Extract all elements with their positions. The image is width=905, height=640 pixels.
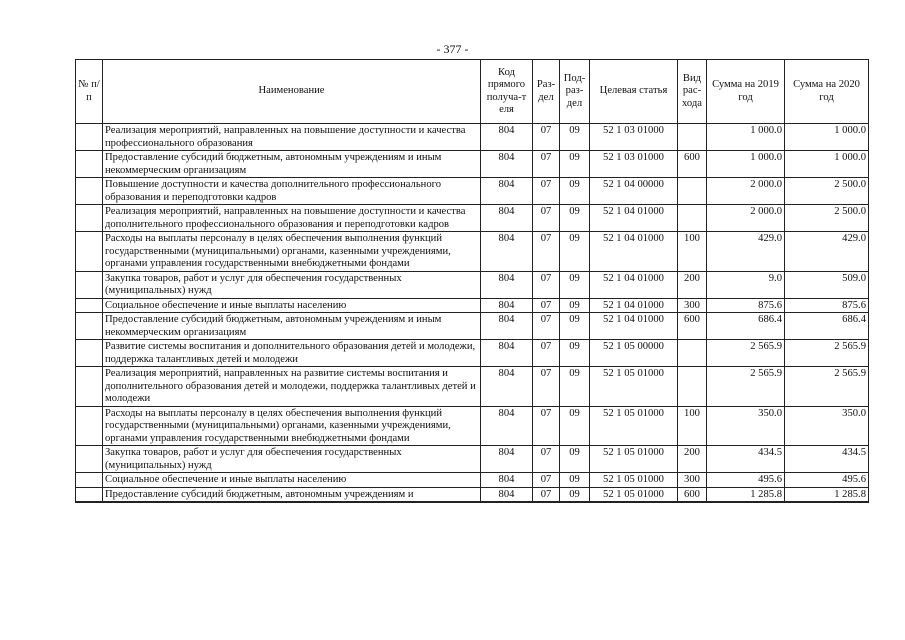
cell-code: 804 — [481, 178, 533, 205]
cell-num — [76, 205, 103, 232]
cell-exp-type — [678, 367, 707, 407]
cell-exp-type: 600 — [678, 313, 707, 340]
cell-num — [76, 271, 103, 298]
cell-section: 07 — [533, 487, 560, 502]
cell-sum2020: 2 500.0 — [785, 205, 869, 232]
cell-section: 07 — [533, 473, 560, 488]
cell-code: 804 — [481, 124, 533, 151]
header-sum-2019: Сумма на 2019 год — [707, 60, 785, 124]
header-name: Наименование — [103, 60, 481, 124]
cell-code: 804 — [481, 340, 533, 367]
cell-sum2019: 1 000.0 — [707, 124, 785, 151]
table-row — [76, 205, 869, 232]
cell-code: 804 — [481, 313, 533, 340]
cell-code: 804 — [481, 232, 533, 272]
cell-num — [76, 232, 103, 272]
cell-name: Предоставление субсидий бюджетным, автономным учреждениям и иным некоммерческим организациям — [103, 313, 481, 340]
cell-section: 07 — [533, 178, 560, 205]
cell-section: 07 — [533, 151, 560, 178]
cell-name: Предоставление субсидий бюджетным, автономным учреждениям и — [103, 487, 481, 502]
cell-subsection: 09 — [560, 406, 590, 446]
cell-num — [76, 367, 103, 407]
cell-subsection: 09 — [560, 313, 590, 340]
cell-subsection: 09 — [560, 178, 590, 205]
cell-subsection: 09 — [560, 446, 590, 473]
cell-num — [76, 124, 103, 151]
cell-sum2020: 2 500.0 — [785, 178, 869, 205]
cell-sum2019: 686.4 — [707, 313, 785, 340]
header-num: № п/п — [76, 60, 103, 124]
cell-num — [76, 298, 103, 313]
cell-sum2019: 1 000.0 — [707, 151, 785, 178]
cell-target: 52 1 05 00000 — [590, 340, 678, 367]
cell-subsection: 09 — [560, 151, 590, 178]
cell-section: 07 — [533, 124, 560, 151]
cell-name: Социальное обеспечение и иные выплаты населению — [103, 298, 481, 313]
cell-target: 52 1 04 01000 — [590, 313, 678, 340]
cell-code: 804 — [481, 473, 533, 488]
cell-num — [76, 313, 103, 340]
cell-num — [76, 473, 103, 488]
cell-code: 804 — [481, 487, 533, 502]
cell-target: 52 1 05 01000 — [590, 473, 678, 488]
cell-sum2020: 429.0 — [785, 232, 869, 272]
cell-name: Предоставление субсидий бюджетным, автономным учреждениям и иным некоммерческим организациям — [103, 151, 481, 178]
cell-name: Расходы на выплаты персоналу в целях обеспечения выполнения функций государственными (муниципальными) органами, казенными учреждениями, органами управления государственными внебюджетными фондами — [103, 232, 481, 272]
cell-code: 804 — [481, 151, 533, 178]
cell-name: Реализация мероприятий, направленных на повышение доступности и качества профессионального образования — [103, 124, 481, 151]
page-number: - 377 - — [436, 42, 469, 56]
cell-target: 52 1 03 01000 — [590, 151, 678, 178]
cell-sum2019: 2 565.9 — [707, 367, 785, 407]
cell-num — [76, 340, 103, 367]
cell-exp-type — [678, 124, 707, 151]
cell-sum2020: 875.6 — [785, 298, 869, 313]
cell-target: 52 1 05 01000 — [590, 487, 678, 502]
cell-target: 52 1 05 01000 — [590, 367, 678, 407]
cell-target: 52 1 05 01000 — [590, 406, 678, 446]
cell-sum2020: 495.6 — [785, 473, 869, 488]
cell-sum2019: 434.5 — [707, 446, 785, 473]
cell-name: Реализация мероприятий, направленных на повышение доступности и качества дополнительного профессионального образования и переподготовки кадров — [103, 205, 481, 232]
cell-section: 07 — [533, 406, 560, 446]
cell-section: 07 — [533, 367, 560, 407]
cell-name: Развитие системы воспитания и дополнительного образования детей и молодежи, поддержка талантливых детей и молодежи — [103, 340, 481, 367]
cell-sum2019: 429.0 — [707, 232, 785, 272]
header-subsection: Под-раз-дел — [560, 60, 590, 124]
cell-exp-type — [678, 205, 707, 232]
table-row — [76, 313, 869, 340]
cell-subsection: 09 — [560, 124, 590, 151]
cell-exp-type: 100 — [678, 406, 707, 446]
cell-subsection: 09 — [560, 367, 590, 407]
cell-sum2019: 350.0 — [707, 406, 785, 446]
cell-sum2020: 2 565.9 — [785, 340, 869, 367]
cell-exp-type: 200 — [678, 271, 707, 298]
cell-section: 07 — [533, 298, 560, 313]
cell-sum2019: 2 565.9 — [707, 340, 785, 367]
cell-name: Расходы на выплаты персоналу в целях обеспечения выполнения функций государственными (муниципальными) органами, казенными учреждениями, органами управления государственными внебюджетными фондами — [103, 406, 481, 446]
header-target: Целевая статья — [590, 60, 678, 124]
cell-sum2019: 2 000.0 — [707, 178, 785, 205]
table-row — [76, 124, 869, 151]
table-row — [76, 298, 869, 313]
cell-exp-type: 100 — [678, 232, 707, 272]
cell-target: 52 1 04 01000 — [590, 232, 678, 272]
cell-target: 52 1 04 01000 — [590, 298, 678, 313]
table-row — [76, 487, 869, 502]
cell-sum2020: 686.4 — [785, 313, 869, 340]
cell-code: 804 — [481, 298, 533, 313]
cell-code: 804 — [481, 271, 533, 298]
cell-target: 52 1 03 01000 — [590, 124, 678, 151]
table-row — [76, 271, 869, 298]
cell-num — [76, 406, 103, 446]
budget-table — [75, 59, 869, 503]
cell-sum2020: 350.0 — [785, 406, 869, 446]
cell-target: 52 1 04 01000 — [590, 205, 678, 232]
header-exp-type: Вид рас-хода — [678, 60, 707, 124]
table-row — [76, 232, 869, 272]
table-row — [76, 406, 869, 446]
cell-exp-type: 600 — [678, 151, 707, 178]
cell-section: 07 — [533, 340, 560, 367]
cell-num — [76, 178, 103, 205]
cell-sum2019: 9.0 — [707, 271, 785, 298]
cell-exp-type: 600 — [678, 487, 707, 502]
cell-sum2020: 2 565.9 — [785, 367, 869, 407]
cell-section: 07 — [533, 271, 560, 298]
cell-section: 07 — [533, 313, 560, 340]
cell-name: Закупка товаров, работ и услуг для обеспечения государственных (муниципальных) нужд — [103, 446, 481, 473]
cell-sum2020: 434.5 — [785, 446, 869, 473]
cell-target: 52 1 05 01000 — [590, 446, 678, 473]
cell-subsection: 09 — [560, 298, 590, 313]
header-sum-2020: Сумма на 2020 год — [785, 60, 869, 124]
cell-subsection: 09 — [560, 473, 590, 488]
cell-sum2020: 1 285.8 — [785, 487, 869, 502]
cell-sum2020: 1 000.0 — [785, 124, 869, 151]
cell-name: Повышение доступности и качества дополнительного профессионального образования и переподготовки кадров — [103, 178, 481, 205]
cell-sum2019: 1 285.8 — [707, 487, 785, 502]
table-row — [76, 446, 869, 473]
cell-code: 804 — [481, 446, 533, 473]
cell-subsection: 09 — [560, 487, 590, 502]
cell-exp-type: 300 — [678, 473, 707, 488]
cell-subsection: 09 — [560, 232, 590, 272]
cell-code: 804 — [481, 406, 533, 446]
cell-exp-type — [678, 340, 707, 367]
cell-num — [76, 487, 103, 502]
header-code: Код прямого получа-т еля — [481, 60, 533, 124]
table-row — [76, 178, 869, 205]
cell-exp-type: 200 — [678, 446, 707, 473]
header-section: Раз-дел — [533, 60, 560, 124]
cell-num — [76, 151, 103, 178]
cell-num — [76, 446, 103, 473]
cell-exp-type — [678, 178, 707, 205]
cell-target: 52 1 04 00000 — [590, 178, 678, 205]
cell-name: Реализация мероприятий, направленных на развитие системы воспитания и дополнительного образования детей и молодежи, поддержка талантливых детей и молодежи — [103, 367, 481, 407]
table-body — [76, 124, 869, 503]
cell-sum2019: 495.6 — [707, 473, 785, 488]
cell-sum2019: 875.6 — [707, 298, 785, 313]
table-row — [76, 340, 869, 367]
cell-subsection: 09 — [560, 340, 590, 367]
cell-target: 52 1 04 01000 — [590, 271, 678, 298]
cell-section: 07 — [533, 232, 560, 272]
cell-name: Закупка товаров, работ и услуг для обеспечения государственных (муниципальных) нужд — [103, 271, 481, 298]
cell-sum2019: 2 000.0 — [707, 205, 785, 232]
table-header — [76, 60, 869, 124]
cell-sum2020: 1 000.0 — [785, 151, 869, 178]
cell-subsection: 09 — [560, 205, 590, 232]
table-row — [76, 151, 869, 178]
table-row — [76, 367, 869, 407]
cell-code: 804 — [481, 367, 533, 407]
cell-sum2020: 509.0 — [785, 271, 869, 298]
cell-code: 804 — [481, 205, 533, 232]
cell-subsection: 09 — [560, 271, 590, 298]
cell-section: 07 — [533, 446, 560, 473]
cell-name: Социальное обеспечение и иные выплаты населению — [103, 473, 481, 488]
cell-exp-type: 300 — [678, 298, 707, 313]
cell-section: 07 — [533, 205, 560, 232]
table-row — [76, 473, 869, 488]
